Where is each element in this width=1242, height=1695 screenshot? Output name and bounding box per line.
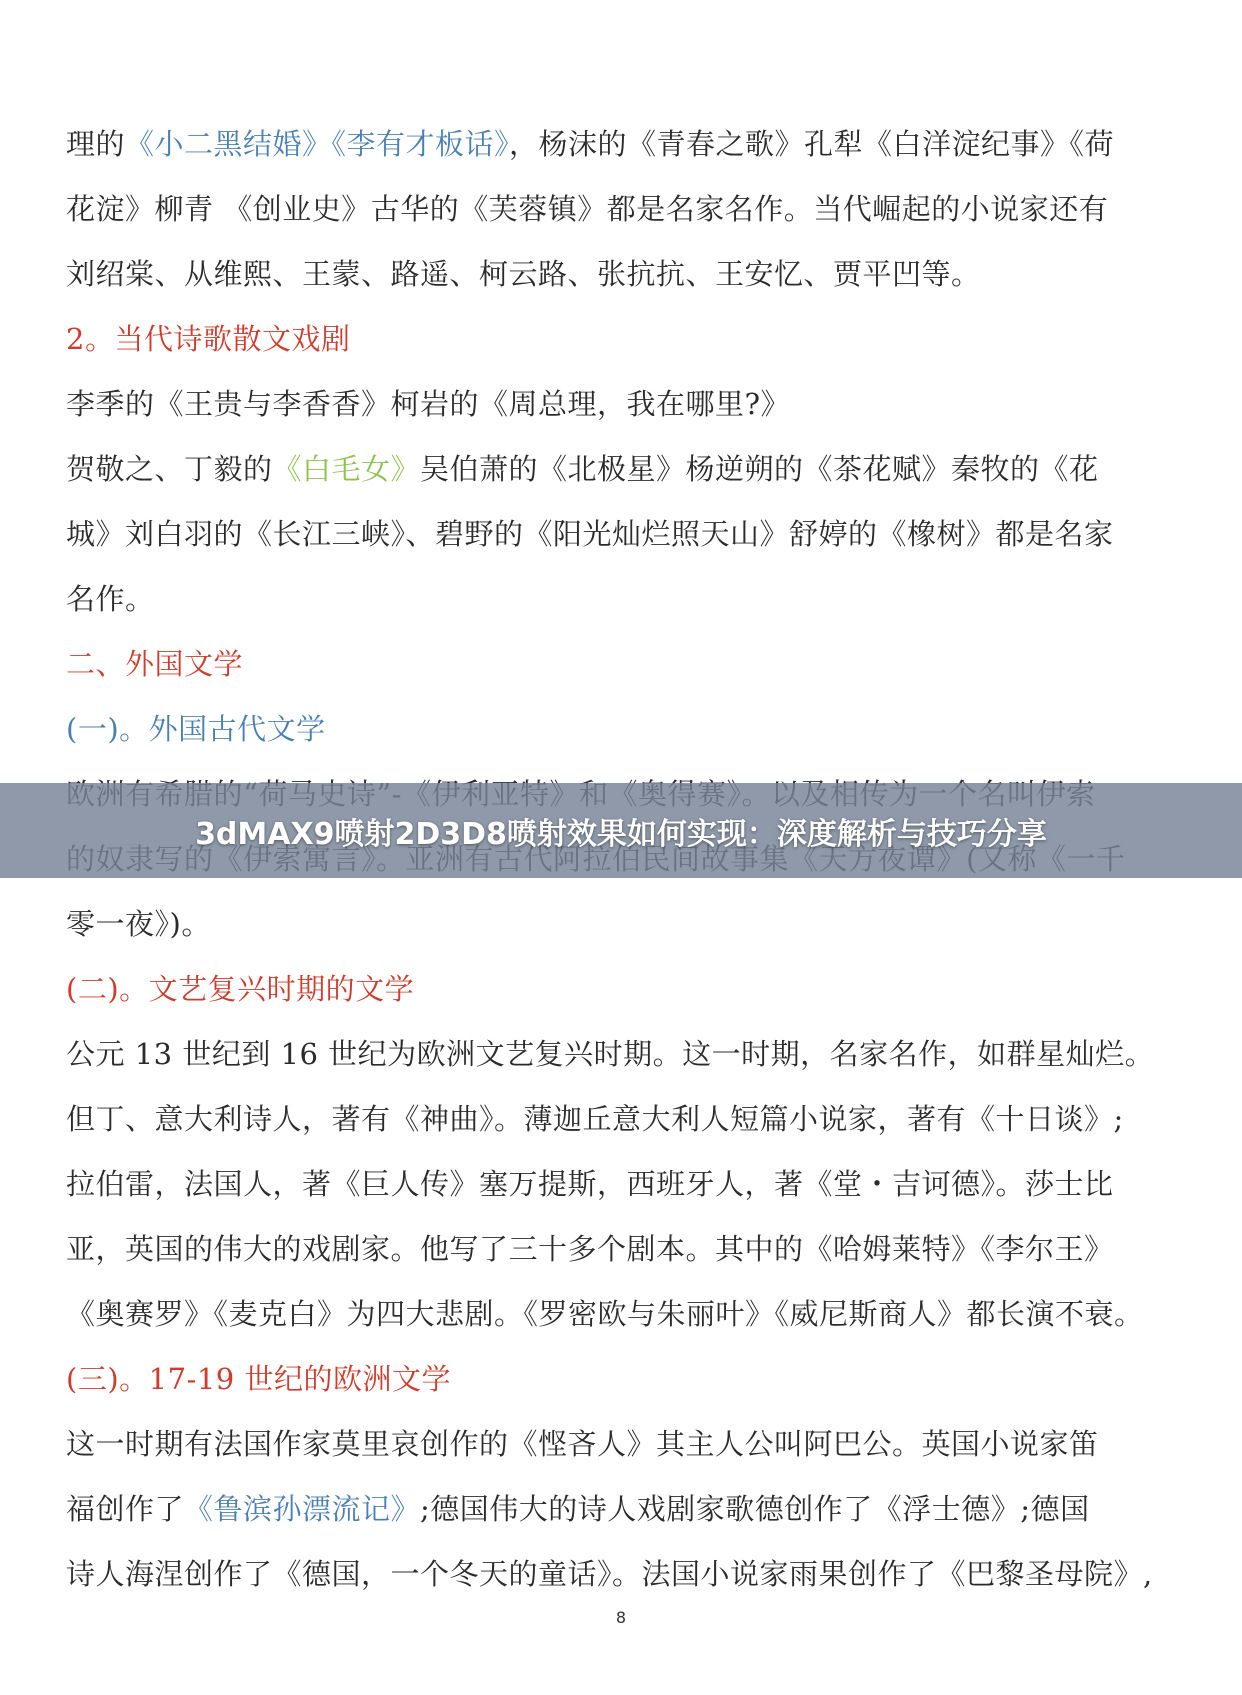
highlight-green: 《白毛女》 [272,452,421,486]
text-segment: 福创作了 [66,1492,185,1526]
text-segment: 亚，英国的伟大的戏剧家。他写了三十多个剧本。其中的《哈姆莱特》《李尔王》 [66,1232,1114,1266]
text-line [66,1152,1178,1217]
text-line [66,697,1178,762]
text-line [66,1217,1178,1282]
text-line [66,372,1178,437]
highlight-red: (二)。文艺复兴时期的文学 [66,972,415,1006]
text-line [66,112,1178,177]
highlight-red: 二、外国文学 [66,647,244,681]
text-segment: 贺敬之、丁毅的 [66,452,273,486]
text-segment: 《奥赛罗》《麦克白》为四大悲剧。《罗密欧与朱丽叶》《威尼斯商人》都长演不衰。 [66,1297,1144,1331]
text-line [66,437,1178,502]
text-line [66,1282,1178,1347]
highlight-blue: 《鲁滨孙漂流记》 [184,1492,421,1526]
text-segment: 拉伯雷，法国人，著《巨人传》塞万提斯，西班牙人，著《堂・吉诃德》。莎士比 [66,1167,1114,1201]
text-line [66,892,1178,957]
text-segment: 诗人海涅创作了《德国，一个冬天的童话》。法国小说家雨果创作了《巴黎圣母院》, [66,1557,1153,1591]
text-line [66,1542,1178,1607]
highlight-blue: (一)。外国古代文学 [66,712,326,746]
text-segment: 城》刘白羽的《长江三峡》、碧野的《阳光灿烂照天山》舒婷的《橡树》都是名家 [66,517,1114,551]
text-line [66,307,1178,372]
text-segment: 公元 13 世纪到 16 世纪为欧洲文艺复兴时期。这一时期，名家名作，如群星灿烂。 [66,1037,1155,1071]
page-number: 8 [615,1608,627,1627]
text-line [66,1477,1178,1542]
text-segment: 花淀》柳青 《创业史》古华的《芙蓉镇》都是名家名作。当代崛起的小说家还有 [66,192,1109,226]
text-line [66,1347,1178,1412]
text-line [66,242,1178,307]
text-segment: 零一夜》)。 [66,907,211,941]
text-segment: 但丁、意大利诗人，著有《神曲》。薄迦丘意大利人短篇小说家，著有《十日谈》; [66,1102,1124,1136]
text-line [66,567,1178,632]
banner-title: 3dMAX9喷射2D3D8喷射效果如何实现：深度解析与技巧分享 [195,816,1047,852]
text-line [66,502,1178,567]
text-segment: ;德国伟大的诗人戏剧家歌德创作了《浮士德》;德国 [420,1492,1090,1526]
text-line [66,957,1178,1022]
text-line [66,1412,1178,1477]
text-segment: 李季的《王贵与李香香》柯岩的《周总理，我在哪里?》 [66,387,791,421]
highlight-red: 2。当代诗歌散文戏剧 [66,322,351,356]
text-segment: 吴伯萧的《北极星》杨逆朔的《茶花赋》秦牧的《花 [420,452,1099,486]
text-line [66,1087,1178,1152]
highlight-blue: 《小二黑结婚》《李有才板话》 [125,127,510,161]
text-segment: ，杨沫的《青春之歌》孔犁《白洋淀纪事》《荷 [509,127,1115,161]
title-banner [0,783,1242,878]
text-segment: 刘绍棠、从维熙、王蒙、路遥、柯云路、张抗抗、王安忆、贾平凹等。 [66,257,981,291]
text-segment: 名作。 [66,582,155,616]
text-line [66,177,1178,242]
text-segment: 理的 [66,127,126,161]
text-line [66,632,1178,697]
text-segment: 这一时期有法国作家莫里哀创作的《悭吝人》其主人公叫阿巴公。英国小说家笛 [66,1427,1099,1461]
text-line [66,1022,1178,1087]
highlight-red: (三)。17-19 世纪的欧洲文学 [66,1362,451,1396]
